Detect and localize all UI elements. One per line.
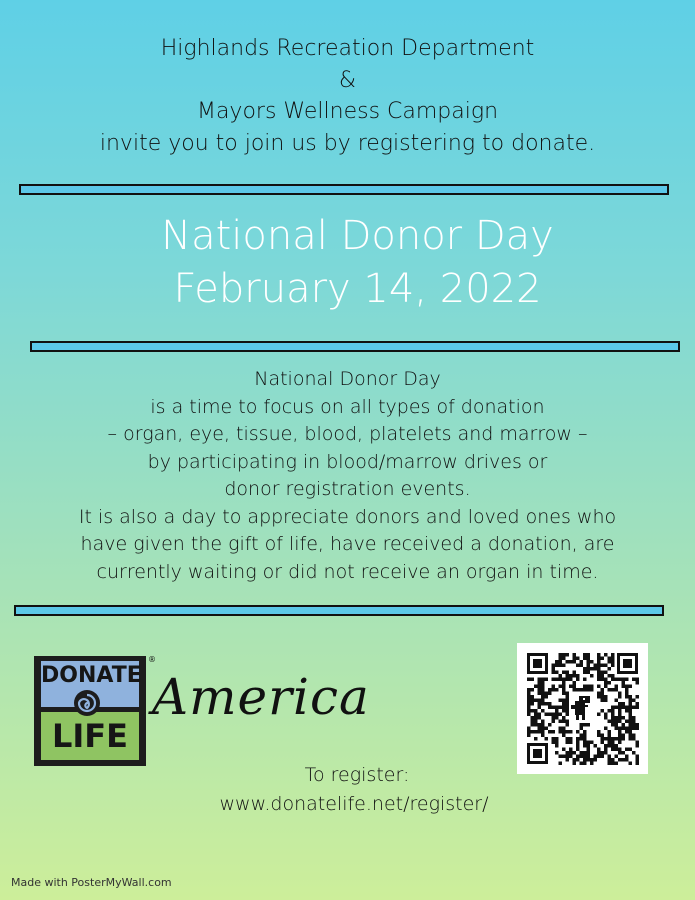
- event-title: National Donor Day: [161, 213, 554, 259]
- description-line: by participating in blood/marrow drives or: [147, 450, 548, 473]
- description-line: It is also a day to appreciate donors and loved ones who: [78, 505, 617, 528]
- description-line: currently waiting or did not receive an organ in time.: [96, 560, 599, 583]
- description-block: [0, 366, 695, 586]
- logo-life-text: LIFE: [41, 712, 139, 760]
- divider-bottom: [14, 605, 664, 616]
- description-line: is a time to focus on all types of donation: [150, 395, 545, 418]
- description-line: have given the gift of life, have received a donation, are: [80, 533, 615, 555]
- description-line: National Donor Day: [254, 368, 441, 390]
- description-line: – organ, eye, tissue, blood, platelets and marrow –: [107, 423, 588, 445]
- made-with-credit: Made with PosterMyWall.com: [11, 876, 172, 889]
- logo-donate-text: DONATE: [41, 661, 139, 707]
- host-organization-2: Mayors Wellness Campaign: [196, 99, 499, 124]
- event-date: February 14, 2022: [173, 266, 542, 312]
- register-label: To register:: [304, 764, 410, 786]
- logo-america-script: America: [152, 668, 370, 726]
- registered-mark: ®: [148, 655, 156, 664]
- swirl-icon: [74, 690, 100, 716]
- divider-top: [19, 184, 669, 195]
- register-url[interactable]: www.donatelife.net/register/: [219, 793, 489, 815]
- divider-middle: [30, 341, 680, 352]
- invitation-text: invite you to join us by registering to donate.: [99, 131, 596, 156]
- qr-code-icon[interactable]: [517, 643, 648, 774]
- donate-life-logo: [34, 656, 146, 766]
- host-organization-1: Highlands Recreation Department: [160, 36, 535, 61]
- ampersand: &: [338, 68, 357, 93]
- description-line: donor registration events.: [224, 478, 471, 500]
